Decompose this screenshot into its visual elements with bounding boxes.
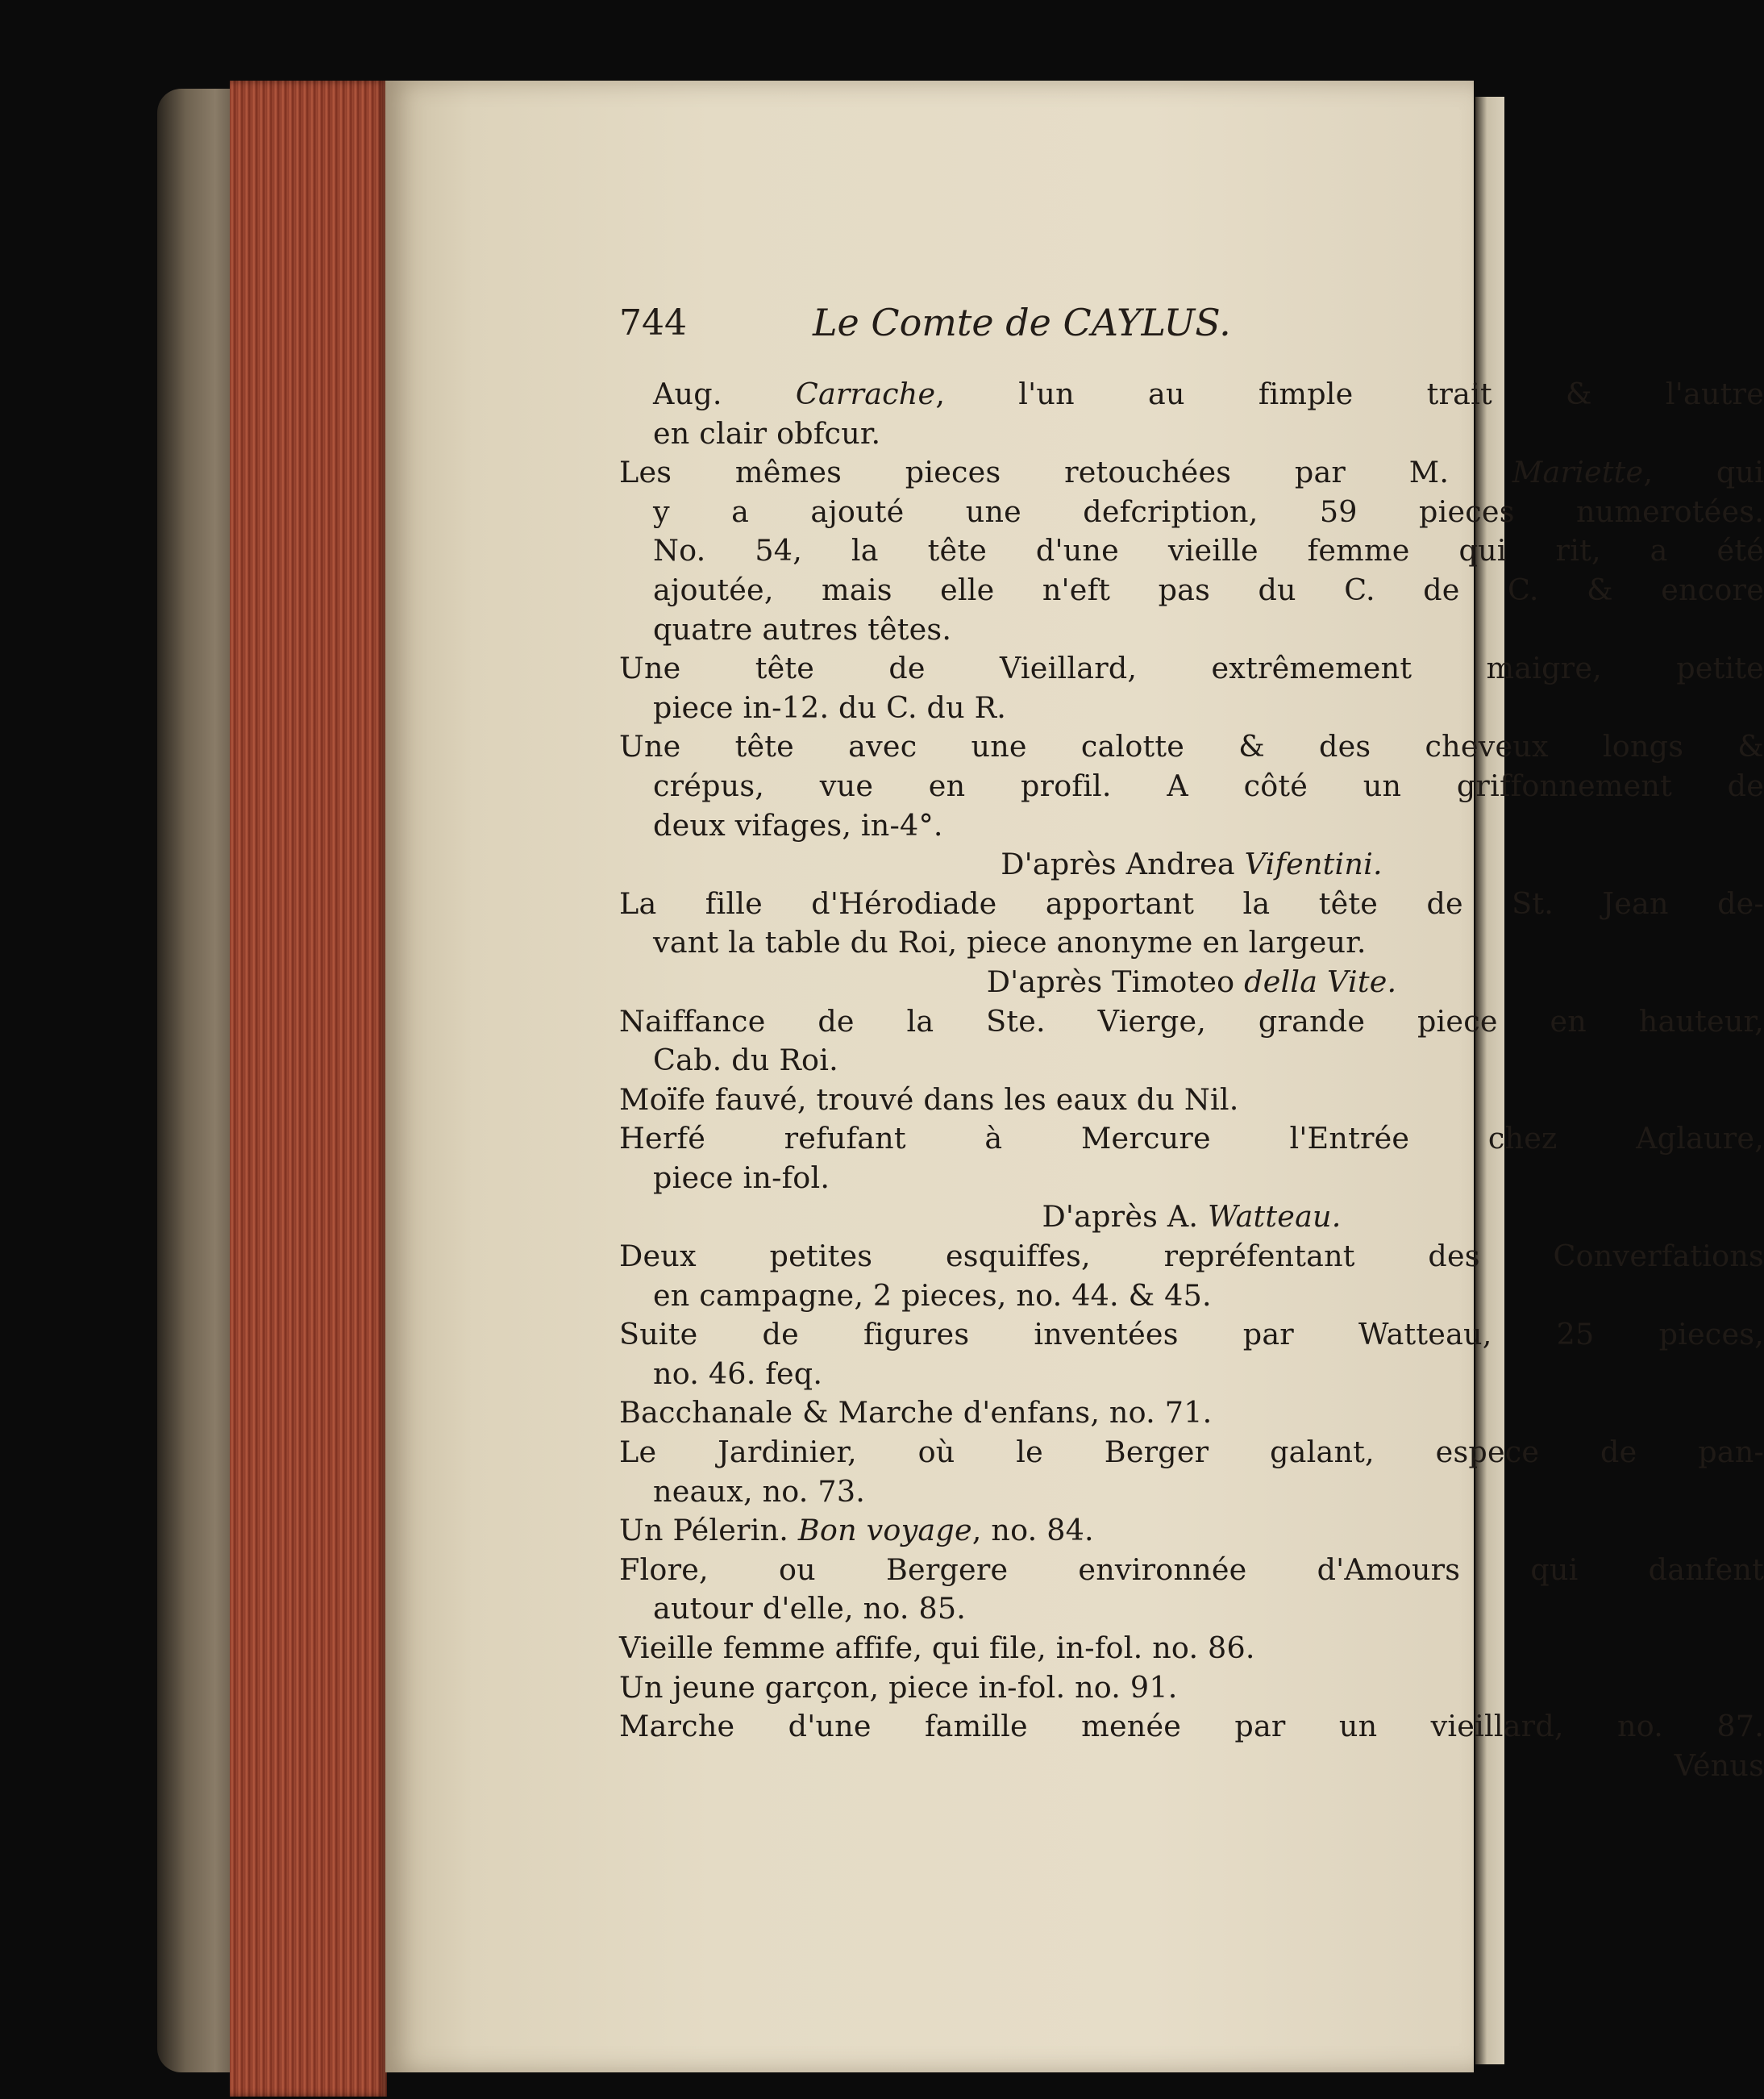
page-number: 744 — [619, 302, 687, 344]
text-line: Vieille femme affife, qui file, in-fol. no. 86. — [619, 1630, 1255, 1665]
text-line: Le Jardinier, où le Berger galant, espece de pan- — [619, 1435, 1764, 1470]
text-line: Herfé refufant à Mercure l'Entrée chez Aglaure, — [619, 1121, 1764, 1156]
text-line: Moïfe fauvé, trouvé dans les eaux du Nil. — [619, 1081, 1239, 1117]
text-line: neaux, no. 73. — [653, 1473, 866, 1509]
text-line: en campagne, 2 pieces, no. 44. & 45. — [653, 1277, 1212, 1313]
text-line: Flore, ou Bergere environnée d'Amours qui danfent — [619, 1551, 1764, 1587]
text-line: ajoutée, mais elle n'eft pas du C. de C. & encore — [653, 572, 1764, 607]
text-line: Naiffance de la Ste. Vierge, grande piece en hauteur, — [619, 1003, 1764, 1039]
text-line: Les mêmes pieces retouchées par M. Mariette, qui — [619, 455, 1764, 490]
text-line: piece in-12. du C. du R. — [653, 689, 1007, 725]
section-heading: D'après Timoteo della Vite. — [986, 964, 1397, 999]
text-line: vant la table du Roi, piece anonyme en largeur. — [653, 925, 1367, 960]
text-line: deux vifages, in-4°. — [653, 807, 943, 843]
text-line: Bacchanale & Marche d'enfans, no. 71. — [619, 1395, 1213, 1431]
text-line: autour d'elle, no. 85. — [653, 1591, 967, 1626]
page-block-edges — [230, 81, 387, 2097]
text-line: No. 54, la tête d'une vieille femme qui rit, a été — [653, 533, 1764, 568]
section-heading: D'après A. Watteau. — [1042, 1199, 1342, 1235]
text-line: crépus, vue en profil. A côté un griffonnement de — [653, 768, 1764, 803]
section-heading: D'après Andrea Vifentini. — [1001, 847, 1383, 882]
text-line: Une tête avec une calotte & des cheveux longs & — [619, 729, 1764, 764]
text-line: Un jeune garçon, piece in-fol. no. 91. — [619, 1669, 1178, 1705]
text-line: Un Pélerin. Bon voyage, no. 84. — [619, 1513, 1094, 1548]
text-line: Aug. Carrache, l'un au fimple trait & l'autre — [653, 377, 1764, 411]
catchword: Vénus — [1674, 1747, 1764, 1783]
catchword-line — [619, 1747, 1764, 1786]
page-header — [385, 302, 1474, 351]
text-line: Suite de figures inventées par Watteau, 25 pieces, — [619, 1317, 1764, 1352]
running-title: Le Comte de CAYLUS. — [813, 301, 1231, 344]
text-line: Marche d'une famille menée par un vieillard, no. 87. — [619, 1709, 1764, 1744]
text-line: La fille d'Hérodiade apportant la tête de St. Jean de- — [619, 885, 1764, 921]
text-line: Deux petites esquiffes, repréfentant des Converfations — [619, 1239, 1764, 1274]
text-line: Cab. du Roi. — [653, 1043, 838, 1078]
page-body — [619, 375, 1764, 1785]
text-line: piece in-fol. — [653, 1160, 830, 1195]
text-line: Une tête de Vieillard, extrêmement maigre, petite — [619, 651, 1764, 686]
text-line: en clair obfcur. — [653, 415, 881, 451]
text-line: y a ajouté une defcription, 59 pieces numerotées. — [653, 494, 1764, 529]
text-line: quatre autres têtes. — [653, 611, 952, 647]
text-line: no. 46. feq. — [653, 1356, 823, 1391]
book-page — [385, 81, 1764, 2072]
